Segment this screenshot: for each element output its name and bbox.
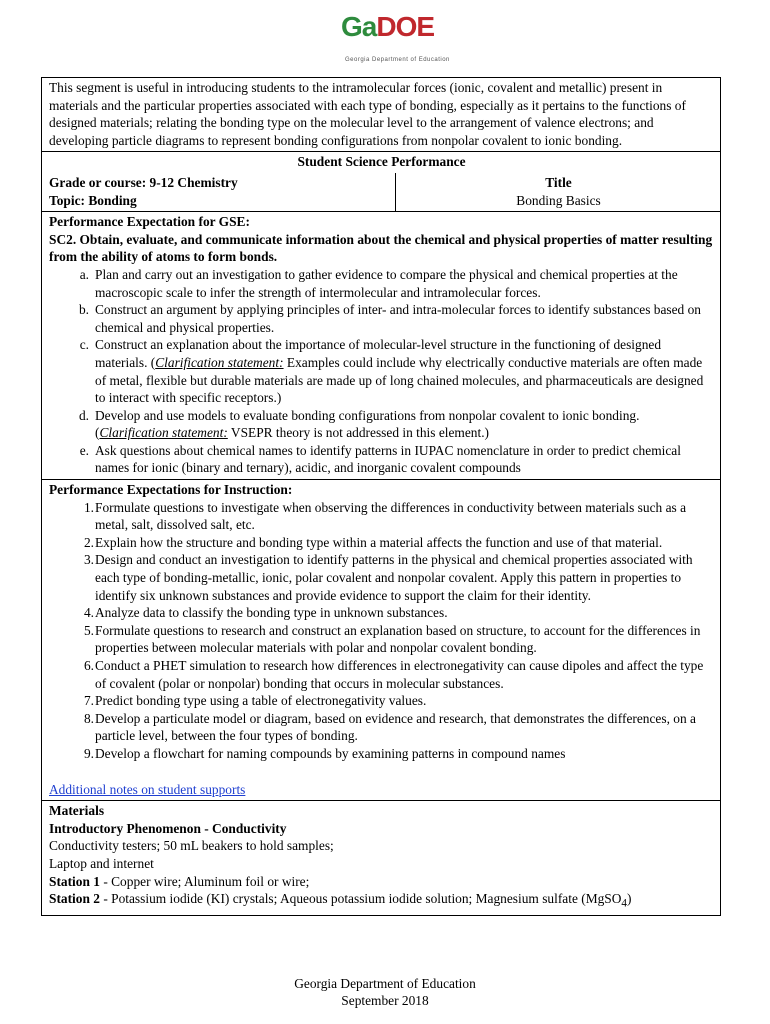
materials-heading: Materials [49,803,105,819]
gse-list [49,266,714,477]
intro-phenomenon-heading: Introductory Phenomenon - Conductivity [49,820,287,836]
list-item: 9. Develop a flowchart for naming compounds by examining patterns in compound names [83,745,566,761]
list-item: 2. Explain how the structure and bonding type within a material affects the function and use of that material. [83,534,663,550]
station-1: Station 1 - Copper wire; Aluminum foil or wire; [49,873,310,889]
title-label: Title [545,174,572,190]
list-item: 3. Design and conduct an investigation to identify patterns in the physical and chemical properties associated with each type of bonding-metallic, ionic, polar covalent and nonpolar covalent. Apply this pattern in properties to identify six unknown substances and provide evidence to support the claim for their identity. [83,552,693,603]
instruction-list [49,499,714,763]
lesson-table [41,77,721,916]
course-topic-cell [42,173,396,211]
footer-date: September 2018 [341,993,429,1008]
intro-paragraph: This segment is useful in introducing students to the intramolecular forces (ionic, covalent and metallic) present in materials and the particular properties associated with each type of bonding, especially as it pertains to the functions of designed materials; relating the bonding type on the molecular level to the arrangement of valence electrons; and developing particle diagrams to represent bonding configurations from nonpolar covalent to ionic bonding. [49,80,686,148]
footer-org: Georgia Department of Education [294,976,476,991]
page-footer [0,975,770,1009]
materials-line-1: Conductivity testers; 50 mL beakers to hold samples; [49,838,334,854]
grade-course: Grade or course: 9-12 Chemistry [49,174,238,190]
list-item: 8. Develop a particulate model or diagram, based on evidence and research, that demonstrates the differences, on a particle level, between the four types of bonding. [83,710,696,744]
list-item: 5. Formulate questions to research and construct an explanation based on structure, to account for the differences in properties between molecular materials with polar and nonpolar covalent bonding. [83,622,701,656]
instruction-section [42,479,720,800]
gadoe-logo [335,11,455,63]
topic: Topic: Bonding [49,192,137,208]
list-item: a. Plan and carry out an investigation to gather evidence to compare the physical and chemical properties at the macroscopic scale to infer the strength of intermolecular and intramolecular forces. [79,266,678,300]
title-cell [396,173,720,211]
station-2: Station 2 - Potassium iodide (KI) crystals; Aqueous potassium iodide solution; Magnesium sulfate (MgSO$_4$) [49,891,632,910]
pe-instruction-heading: Performance Expectations for Instruction: [49,482,293,498]
materials-line-2: Laptop and internet [49,855,154,871]
list-item: d. Develop and use models to evaluate bonding configurations from nonpolar covalent to ionic bonding. (Clarification statement: VSEPR theory is not addressed in this element.) [78,407,640,441]
student-supports-link[interactable]: Additional notes on student supports [49,781,246,797]
pe-gse-heading: Performance Expectation for GSE: [49,214,250,230]
list-item: 1. Formulate questions to investigate when observing the differences in conductivity between materials such as a metal, salt, dissolved salt, etc. [83,499,687,533]
logo-subtitle: Georgia Department of Education [345,57,450,63]
gse-section [42,211,720,479]
logo-wordmark: GaDOE [341,11,435,42]
course-title-row [42,173,720,211]
sc2-standard: SC2. Obtain, evaluate, and communicate information about the chemical and physical properties of matter resulting from the ability of atoms to form bonds. [49,231,713,265]
materials-section [42,800,720,915]
list-item: e. Ask questions about chemical names to identify patterns in IUPAC nomenclature in order to predict chemical names for ionic (binary and ternary), acidic, and inorganic covalent compounds [79,442,681,476]
list-item: c. Construct an explanation about the importance of molecular-level structure in the functioning of designed materials. (Clarification statement: Examples could include why electrically conductive materials are often made of metal, flexible but durable materials are made up of long chained molecules, and pharmaceuticals are designed to interact with specific receptors.) [79,337,704,406]
ssp-heading: Student Science Performance [42,151,720,173]
title-value: Bonding Basics [516,192,601,208]
list-item: 6. Conduct a PHET simulation to research how differences in electronegativity can cause dipoles and affect the type of covalent (polar or nonpolar) bonding that occurs in molecular substances. [83,658,704,691]
spacer [49,763,714,781]
list-item: 4. Analyze data to classify the bonding type in unknown substances. [83,605,448,621]
list-item: 7. Predict bonding type using a table of electronegativity values. [83,693,427,709]
list-item: b. Construct an argument by applying principles of inter- and intra-molecular forces to identify substances based on chemical and physical properties. [78,302,701,335]
